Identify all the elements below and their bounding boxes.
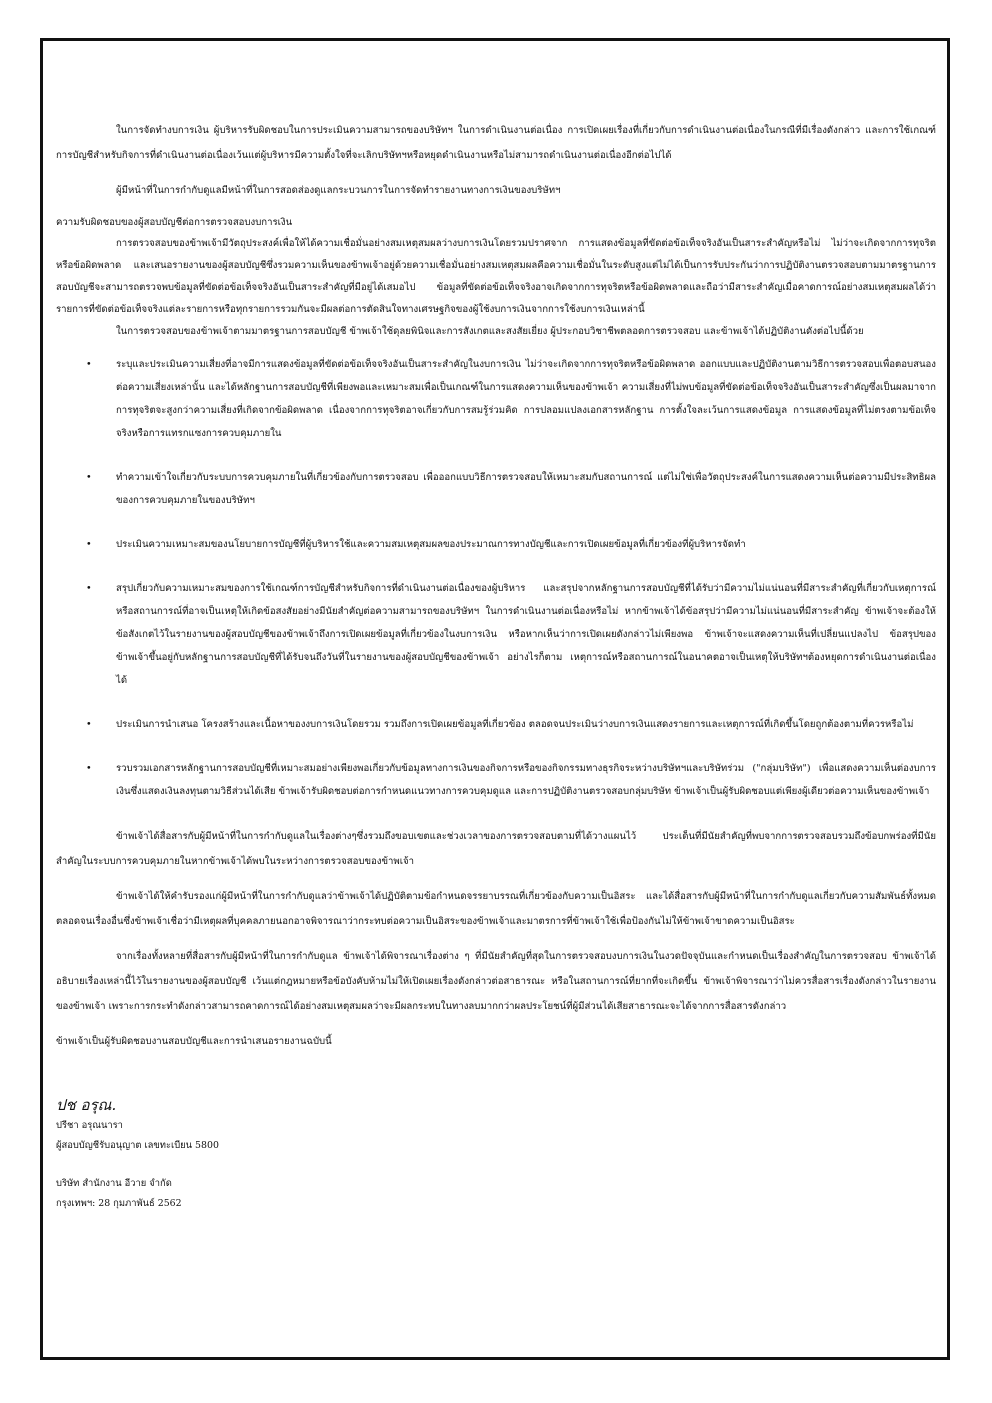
list-item-text: ทำความเข้าใจเกี่ยวกับระบบการควบคุมภายในที่เกี่ยวข้องกับการตรวจสอบ เพื่อออกแบบวิธีการตรวจสอบให้เหมาะสมกับสถานการณ์ แต่ไม่ใช่เพื่อวัตถุประสงค์ในการแสดงความเห็นต่อความมีประสิทธิผลของการควบคุมภายในของบริษัทฯ: [116, 472, 936, 506]
list-item: [56, 757, 936, 803]
place-date: กรุงเทพฯ: 28 กุมภาพันธ์ 2562: [56, 1198, 182, 1209]
closing-statement: ข้าพเจ้าเป็นผู้รับผิดชอบงานสอบบัญชีและการนำเสนอรายงานฉบับนี้: [56, 1036, 332, 1047]
audit-procedures-list: [56, 353, 936, 803]
bullet-icon: •: [86, 763, 92, 774]
firm-name: บริษัท สำนักงาน อีวาย จำกัด: [56, 1178, 172, 1189]
list-item: [56, 353, 936, 445]
paragraph-communication: ข้าพเจ้าได้สื่อสารกับผู้มีหน้าที่ในการกำกับดูแลในเรื่องต่างๆซึ่งรวมถึงขอบเขตและช่วงเวลาของการตรวจสอบตามที่ได้วางแผนไว้ ประเด็นที่มีนัยสำคัญที่พบจากการตรวจสอบรวมถึงข้อบกพร่องที่มีนัยสำคัญในระบบการควบคุมภายในหากข้าพเจ้าได้พบในระหว่างการตรวจสอบของข้าพเจ้า: [56, 831, 936, 867]
paragraph-key-matters: จากเรื่องทั้งหลายที่สื่อสารกับผู้มีหน้าที่ในการกำกับดูแล ข้าพเจ้าได้พิจารณาเรื่องต่าง ๆ ที่มีนัยสำคัญที่สุดในการตรวจสอบงบการเงินในงวดปัจจุบันและกำหนดเป็นเรื่องสำคัญในการตรวจสอบ ข้าพเจ้าได้อธิบายเรื่องเหล่านี้ไว้ในรายงานของผู้สอบบัญชี เว้นแต่กฎหมายหรือข้อบังคับห้ามไม่ให้เปิดเผยเรื่องดังกล่าวต่อสาธารณะ หรือในสถานการณ์ที่ยากที่จะเกิดขึ้น ข้าพเจ้าพิจารณาว่าไม่ควรสื่อสารเรื่องดังกล่าวในรายงานของข้าพเจ้า เพราะการกระทำดังกล่าวสามารถคาดการณ์ได้อย่างสมเหตุสมผลว่าจะมีผลกระทบในทางลบมากกว่าผลประโยชน์ที่ผู้มีส่วนได้เสียสาธารณะจะได้จากการสื่อสารดังกล่าว: [56, 951, 936, 1012]
handwritten-signature: ปช อรุณ.: [56, 1096, 117, 1114]
list-item-text: รวบรวมเอกสารหลักฐานการสอบบัญชีที่เหมาะสมอย่างเพียงพอเกี่ยวกับข้อมูลทางการเงินของกิจการหรือของกิจกรรมทางธุรกิจระหว่างบริษัทฯและบริษัทร่วม ("กลุ่มบริษัท") เพื่อแสดงความเห็นต่องบการเงินซึ่งแสดงเงินลงทุนตามวิธีส่วนได้เสีย ข้าพเจ้ารับผิดชอบต่อการกำหนดแนวทางการควบคุมดูแล และการปฏิบัติงานตรวจสอบกลุ่มบริษัท ข้าพเจ้าเป็นผู้รับผิดชอบแต่เพียงผู้เดียวต่อความเห็นของข้าพเจ้า: [116, 763, 936, 797]
auditor-license: ผู้สอบบัญชีรับอนุญาต เลขทะเบียน 5800: [56, 1140, 219, 1151]
list-item: [56, 533, 936, 556]
list-item: [56, 577, 936, 692]
report-body: [56, 118, 936, 1214]
paragraph-audit-objective: การตรวจสอบของข้าพเจ้ามีวัตถุประสงค์เพื่อให้ได้ความเชื่อมั่นอย่างสมเหตุสมผลว่างบการเงินโดยรวมปราศจาก การแสดงข้อมูลที่ขัดต่อข้อเท็จจริงอันเป็นสาระสำคัญหรือไม่ ไม่ว่าจะเกิดจากการทุจริตหรือข้อผิดพลาด และเสนอรายงานของผู้สอบบัญชีซึ่งรวมความเห็นของข้าพเจ้าอยู่ด้วยความเชื่อมั่นอย่างสมเหตุสมผลคือความเชื่อมั่นในระดับสูงแต่ไม่ได้เป็นการรับประกันว่าการปฏิบัติงานตรวจสอบตามมาตรฐานการสอบบัญชีจะสามารถตรวจพบข้อมูลที่ขัดต่อข้อเท็จจริงอันเป็นสาระสำคัญที่มีอยู่ได้เสมอไป ข้อมูลที่ขัดต่อข้อเท็จจริงอาจเกิดจากการทุจริตหรือข้อผิดพลาดและถือว่ามีสาระสำคัญเมื่อคาดการณ์อย่างสมเหตุสมผลได้ว่ารายการที่ขัดต่อข้อเท็จจริงแต่ละรายการหรือทุกรายการรวมกันจะมีผลต่อการตัดสินใจทางเศรษฐกิจของผู้ใช้งบการเงินจากการใช้งบการเงินเหล่านี้: [56, 238, 936, 315]
list-item-text: สรุปเกี่ยวกับความเหมาะสมของการใช้เกณฑ์การบัญชีสำหรับกิจการที่ดำเนินงานต่อเนื่องของผู้บริหาร และสรุปจากหลักฐานการสอบบัญชีที่ได้รับว่ามีความไม่แน่นอนที่มีสาระสำคัญที่เกี่ยวกับเหตุการณ์หรือสถานการณ์ที่อาจเป็นเหตุให้เกิดข้อสงสัยอย่างมีนัยสำคัญต่อความสามารถของบริษัทฯ ในการดำเนินงานต่อเนื่องหรือไม่ หากข้าพเจ้าได้ข้อสรุปว่ามีความไม่แน่นอนที่มีสาระสำคัญ ข้าพเจ้าจะต้องให้ข้อสังเกตไว้ในรายงานของผู้สอบบัญชีของข้าพเจ้าถึงการเปิดเผยข้อมูลที่เกี่ยวข้องในงบการเงิน หรือหากเห็นว่าการเปิดเผยดังกล่าวไม่เพียงพอ ข้าพเจ้าจะแสดงความเห็นที่เปลี่ยนแปลงไป ข้อสรุปของข้าพเจ้าขึ้นอยู่กับหลักฐานการสอบบัญชีที่ได้รับจนถึงวันที่ในรายงานของผู้สอบบัญชีของข้าพเจ้า อย่างไรก็ตาม เหตุการณ์หรือสถานการณ์ในอนาคตอาจเป็นเหตุให้บริษัทฯต้องหยุดการดำเนินงานต่อเนื่องได้: [116, 583, 936, 686]
paragraph-governance: ผู้มีหน้าที่ในการกำกับดูแลมีหน้าที่ในการสอดส่องดูแลกระบวนการในการจัดทำรายงานทางการเงินของบริษัทฯ: [116, 185, 561, 196]
bullet-icon: •: [86, 719, 92, 730]
bullet-icon: •: [86, 583, 92, 594]
list-item-text: ประเมินความเหมาะสมของนโยบายการบัญชีที่ผู้บริหารใช้และความสมเหตุสมผลของประมาณการทางบัญชีและการเปิดเผยข้อมูลที่เกี่ยวข้องที่ผู้บริหารจัดทำ: [116, 539, 746, 550]
paragraph-independence: ข้าพเจ้าได้ให้คำรับรองแก่ผู้มีหน้าที่ในการกำกับดูแลว่าข้าพเจ้าได้ปฏิบัติตามข้อกำหนดจรรยาบรรณที่เกี่ยวข้องกับความเป็นอิสระ และได้สื่อสารกับผู้มีหน้าที่ในการกำกับดูแลเกี่ยวกับความสัมพันธ์ทั้งหมดตลอดจนเรื่องอื่นซึ่งข้าพเจ้าเชื่อว่ามีเหตุผลที่บุคคลภายนอกอาจพิจารณาว่ากระทบต่อความเป็นอิสระของข้าพเจ้าและมาตรการที่ข้าพเจ้าใช้เพื่อป้องกันไม่ให้ข้าพเจ้าขาดความเป็นอิสระ: [56, 891, 936, 927]
list-item-text: ระบุและประเมินความเสี่ยงที่อาจมีการแสดงข้อมูลที่ขัดต่อข้อเท็จจริงอันเป็นสาระสำคัญในงบการเงิน ไม่ว่าจะเกิดจากการทุจริตหรือข้อผิดพลาด ออกแบบและปฏิบัติงานตามวิธีการตรวจสอบเพื่อตอบสนองต่อความเสี่ยงเหล่านั้น และได้หลักฐานการสอบบัญชีที่เพียงพอและเหมาะสมเพื่อเป็นเกณฑ์ในการแสดงความเห็นของข้าพเจ้า ความเสี่ยงที่ไม่พบข้อมูลที่ขัดต่อข้อเท็จจริงอันเป็นสาระสำคัญซึ่งเป็นผลมาจากการทุจริตจะสูงกว่าความเสี่ยงที่เกิดจากข้อผิดพลาด เนื่องจากการทุจริตอาจเกี่ยวกับการสมรู้ร่วมคิด การปลอมแปลงเอกสารหลักฐาน การตั้งใจละเว้นการแสดงข้อมูล การแสดงข้อมูลที่ไม่ตรงตามข้อเท็จจริงหรือการแทรกแซงการควบคุมภายใน: [116, 359, 936, 439]
signature-block: [56, 1094, 936, 1214]
bullet-icon: •: [86, 359, 92, 370]
auditor-name: ปรีชา อรุณนารา: [56, 1120, 123, 1131]
bullet-icon: •: [86, 472, 92, 483]
section-heading: ความรับผิดชอบของผู้สอบบัญชีต่อการตรวจสอบงบการเงิน: [56, 217, 293, 228]
list-item: [56, 466, 936, 512]
list-item-text: ประเมินการนำเสนอ โครงสร้างและเนื้อหาของงบการเงินโดยรวม รวมถึงการเปิดเผยข้อมูลที่เกี่ยวข้อง ตลอดจนประเมินว่างบการเงินแสดงรายการและเหตุการณ์ที่เกิดขึ้นโดยถูกต้องตามที่ควรหรือไม่: [116, 719, 914, 730]
list-item: [56, 713, 936, 736]
paragraph-audit-approach: ในการตรวจสอบของข้าพเจ้าตามมาตรฐานการสอบบัญชี ข้าพเจ้าใช้ดุลยพินิจและการสังเกตและสงสัยเยี่ยง ผู้ประกอบวิชาชีพตลอดการตรวจสอบ และข้าพเจ้าได้ปฏิบัติงานดังต่อไปนี้ด้วย: [116, 326, 864, 337]
bullet-icon: •: [86, 539, 92, 550]
paragraph-going-concern: ในการจัดทำงบการเงิน ผู้บริหารรับผิดชอบในการประเมินความสามารถของบริษัทฯ ในการดำเนินงานต่อเนื่อง การเปิดเผยเรื่องที่เกี่ยวกับการดำเนินงานต่อเนื่องในกรณีที่มีเรื่องดังกล่าว และการใช้เกณฑ์การบัญชีสำหรับกิจการที่ดำเนินงานต่อเนื่องเว้นแต่ผู้บริหารมีความตั้งใจที่จะเลิกบริษัทฯหรือหยุดดำเนินงานหรือไม่สามารถดำเนินงานต่อเนื่องอีกต่อไปได้: [56, 125, 936, 161]
